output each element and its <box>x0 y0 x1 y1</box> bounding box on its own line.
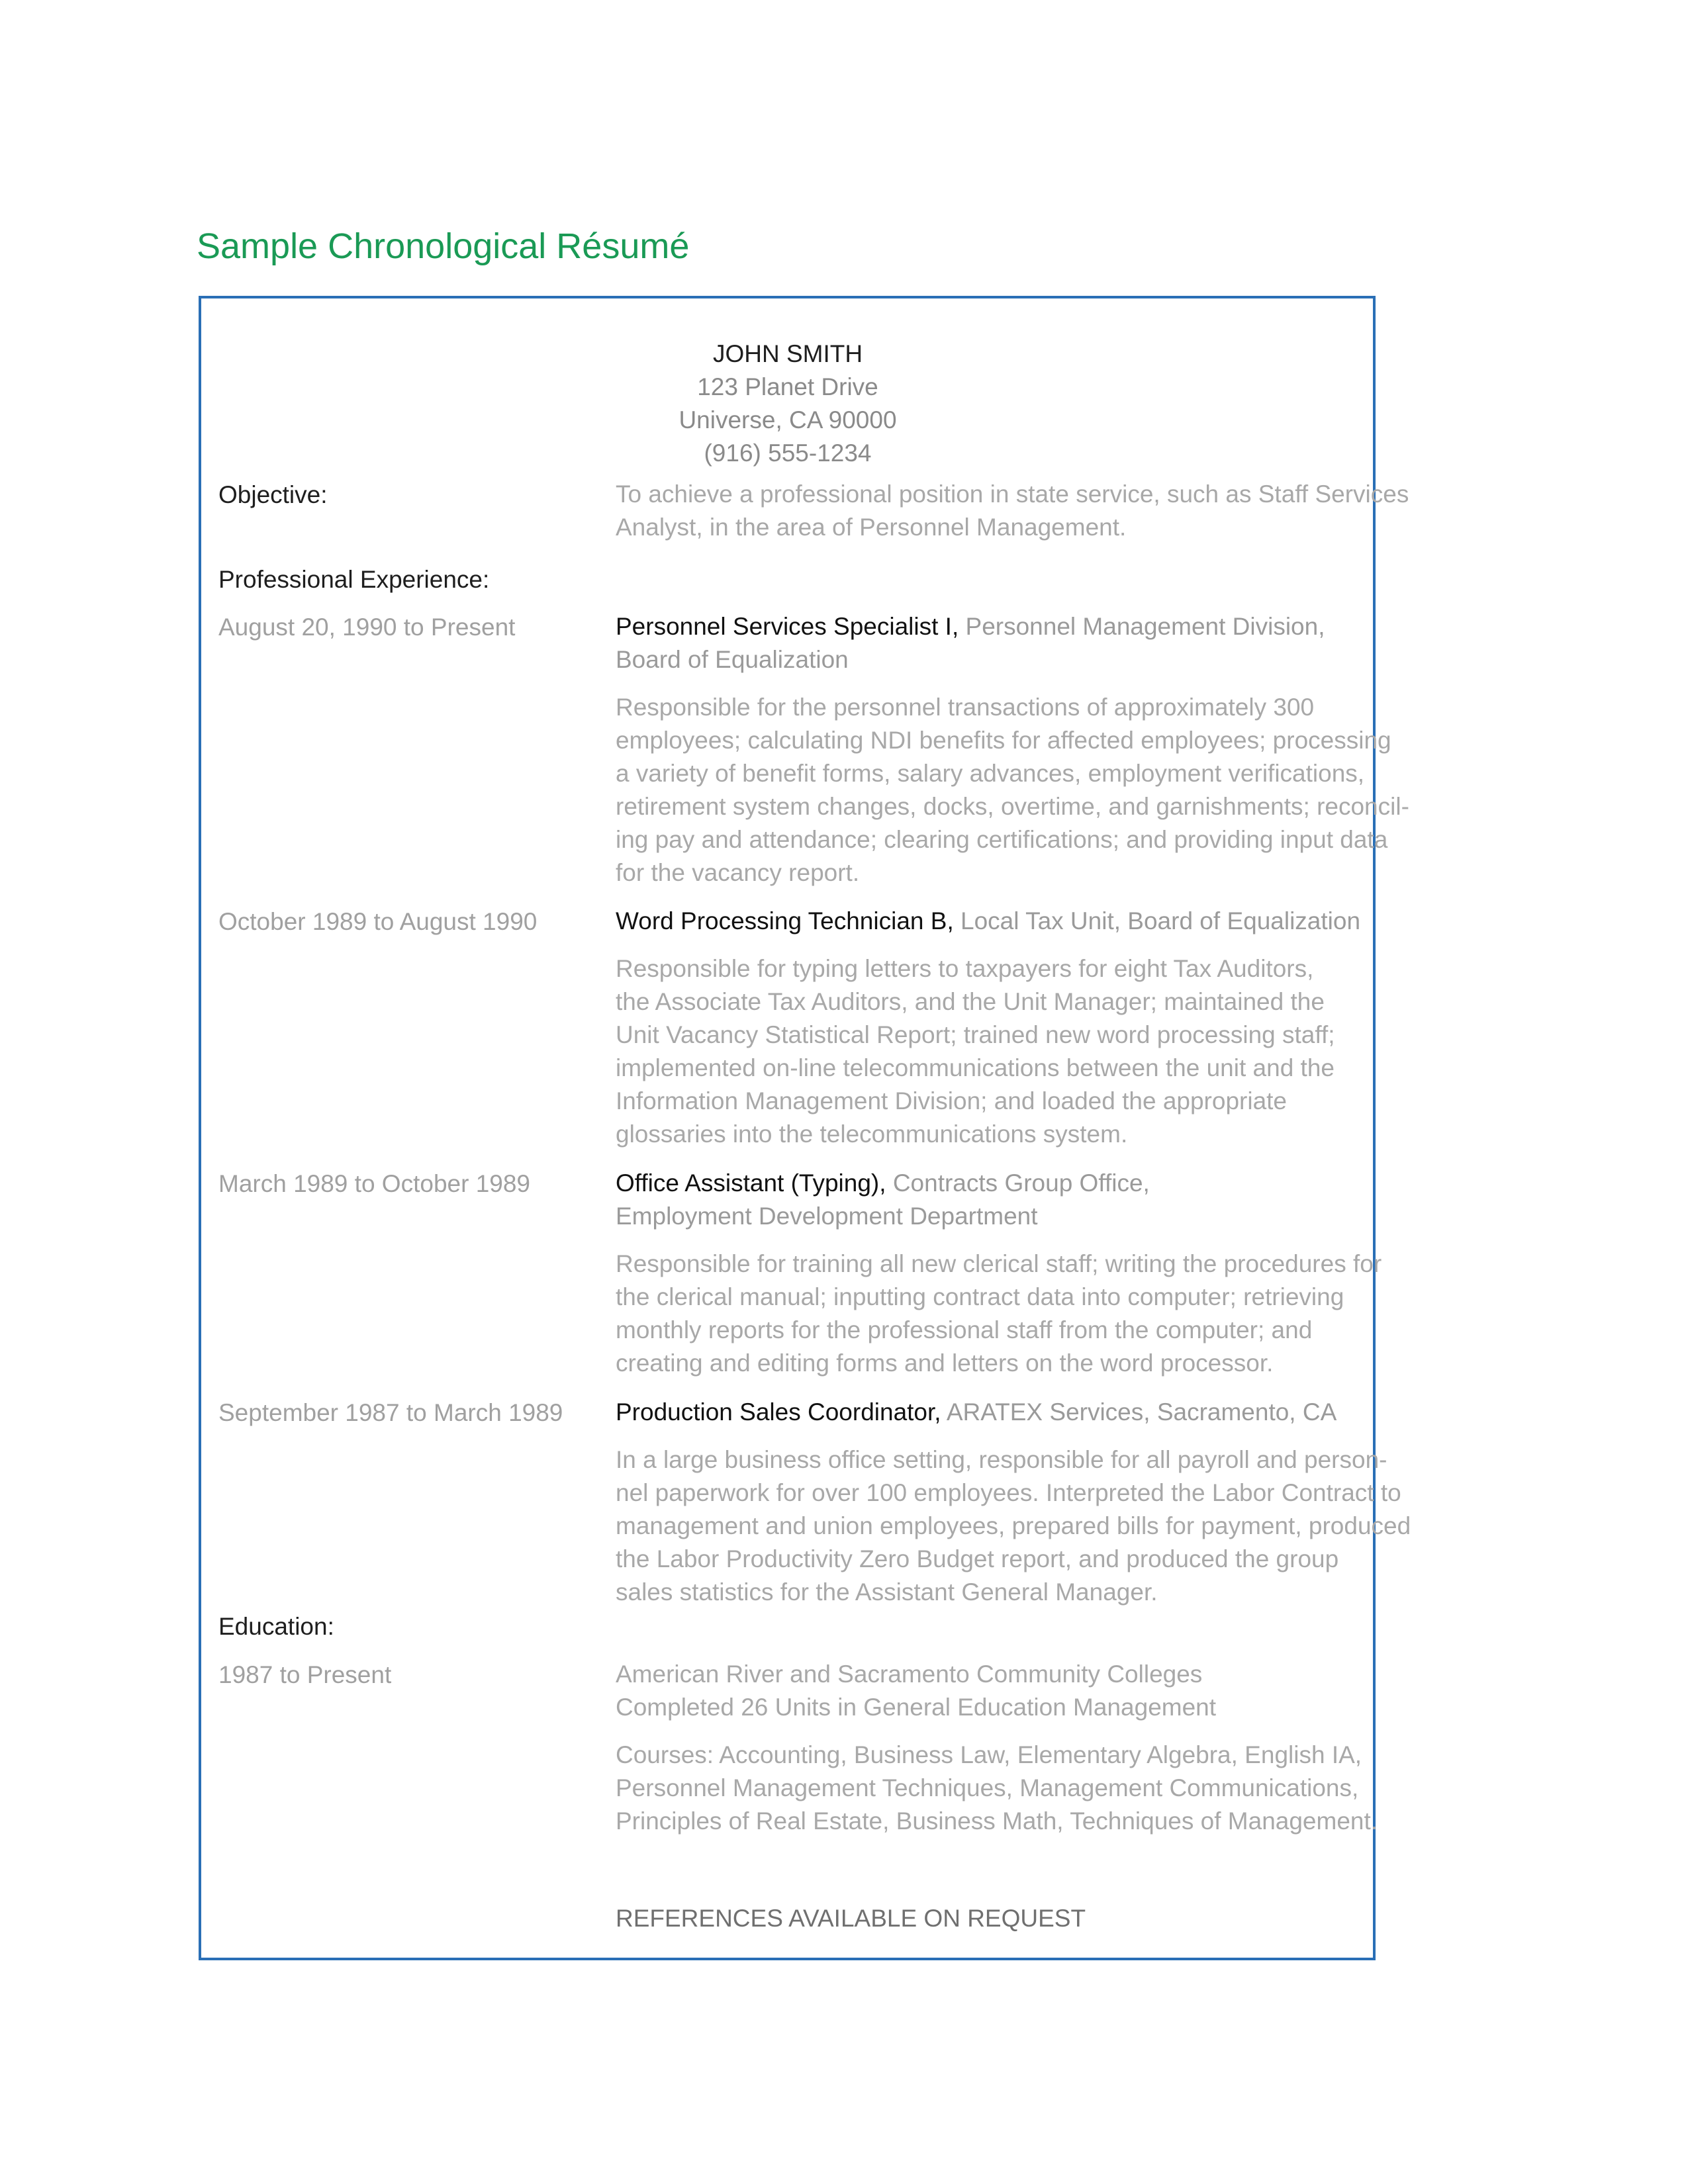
job-description-line: creating and editing forms and letters on the word processor. <box>616 1349 1274 1377</box>
city-state-zip: Universe, CA 90000 <box>679 406 897 433</box>
objective-heading: Objective: <box>218 481 328 508</box>
job-organization: ARATEX Services, Sacramento, CA <box>941 1398 1337 1426</box>
job-description-line: management and union employees, prepared bills for payment, produced <box>616 1512 1411 1539</box>
job-description-line: the Associate Tax Auditors, and the Unit Manager; maintained the <box>616 988 1325 1015</box>
job-title: Personnel Services Specialist I, <box>616 613 959 640</box>
job-description-line: the clerical manual; inputting contract data into computer; retrieving <box>616 1283 1344 1310</box>
page-title: Sample Chronological Résumé <box>197 226 690 266</box>
job-description-line: retirement system changes, docks, overtime, and garnishments; reconcil- <box>616 793 1409 820</box>
education-units: Completed 26 Units in General Education Management <box>616 1694 1217 1721</box>
job-description-line: the Labor Productivity Zero Budget report, and produced the group <box>616 1545 1339 1572</box>
job-description-line: Responsible for typing letters to taxpayers for eight Tax Auditors, <box>616 955 1314 982</box>
objective-line: Analyst, in the area of Personnel Management. <box>616 514 1127 541</box>
job-entry <box>616 905 1364 1151</box>
job-dates: August 20, 1990 to Present <box>218 614 516 641</box>
job-description-line: ing pay and attendance; clearing certifications; and providing input data <box>616 826 1388 853</box>
job-organization: Personnel Management Division, <box>959 613 1325 640</box>
education-courses-line: Courses: Accounting, Business Law, Elementary Algebra, English IA, <box>616 1741 1362 1768</box>
job-description-line: sales statistics for the Assistant General Manager. <box>616 1578 1158 1606</box>
education-courses-line: Principles of Real Estate, Business Math, Techniques of Management. <box>616 1807 1378 1835</box>
job-description-line: Responsible for the personnel transactions of approximately 300 <box>616 694 1315 721</box>
job-entry <box>616 1396 1411 1609</box>
education-courses-line: Personnel Management Techniques, Management Communications, <box>616 1774 1359 1801</box>
job-organization-line2: Board of Equalization <box>616 646 849 673</box>
references-note: REFERENCES AVAILABLE ON REQUEST <box>616 1905 1086 1932</box>
job-description-line: employees; calculating NDI benefits for affected employees; processing <box>616 727 1391 754</box>
job-description-line: a variety of benefit forms, salary advances, employment verifications, <box>616 760 1365 787</box>
objective-line: To achieve a professional position in state service, such as Staff Services <box>616 480 1409 508</box>
education-dates: 1987 to Present <box>218 1661 392 1688</box>
job-dates: October 1989 to August 1990 <box>218 908 538 935</box>
street-address: 123 Planet Drive <box>697 373 878 400</box>
job-dates: September 1987 to March 1989 <box>218 1399 563 1426</box>
job-description-line: implemented on-line telecommunications between the unit and the <box>616 1054 1335 1081</box>
job-description-line: Information Management Division; and loaded the appropriate <box>616 1087 1288 1115</box>
job-description-line: Responsible for training all new clerical staff; writing the procedures for <box>616 1250 1382 1277</box>
job-description-line: nel paperwork for over 100 employees. Interpreted the Labor Contract to <box>616 1479 1401 1506</box>
resume-header <box>679 338 896 470</box>
job-title: Production Sales Coordinator, <box>616 1398 941 1426</box>
job-organization: Local Tax Unit, Board of Equalization <box>953 907 1361 934</box>
job-description-line: monthly reports for the professional staff from the computer; and <box>616 1316 1313 1343</box>
education-entry <box>616 1658 1378 1838</box>
job-title: Office Assistant (Typing), <box>616 1169 886 1197</box>
job-title: Word Processing Technician B, <box>616 907 954 934</box>
objective-text <box>616 478 1409 544</box>
experience-heading: Professional Experience: <box>218 566 490 593</box>
job-organization-line2: Employment Development Department <box>616 1203 1038 1230</box>
education-school: American River and Sacramento Community Colleges <box>616 1661 1203 1688</box>
phone-number: (916) 555-1234 <box>704 439 872 467</box>
applicant-name: JOHN SMITH <box>712 340 863 367</box>
job-description-line: glossaries into the telecommunications system. <box>616 1120 1128 1148</box>
job-organization: Contracts Group Office, <box>886 1169 1150 1197</box>
job-entry <box>616 1167 1382 1380</box>
job-description-line: In a large business office setting, responsible for all payroll and person- <box>616 1446 1387 1473</box>
job-dates: March 1989 to October 1989 <box>218 1170 531 1197</box>
job-entry <box>616 610 1409 889</box>
job-description-line: for the vacancy report. <box>616 859 860 886</box>
job-description-line: Unit Vacancy Statistical Report; trained new word processing staff; <box>616 1021 1335 1048</box>
education-heading: Education: <box>218 1613 334 1640</box>
